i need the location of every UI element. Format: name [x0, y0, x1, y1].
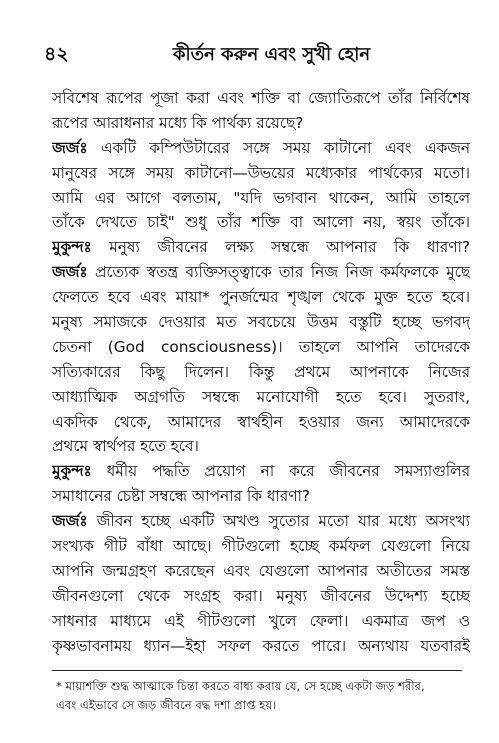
text-line: [52, 634, 470, 659]
line-text: একদিক থেকে, আমাদের স্বার্থহীন হওয়ার জন্য আমাদেরকে: [52, 412, 470, 431]
text-line: [52, 161, 470, 186]
text-line: [52, 260, 470, 285]
speaker-label: মুকুন্দঃ: [52, 238, 92, 257]
line-text: ধর্মীয় পদ্ধতি প্রয়োগ না করে জীবনের সমস্যাগুলির: [91, 462, 470, 481]
footnote-divider: [52, 670, 462, 671]
text-line: [52, 310, 470, 335]
text-line: [52, 509, 470, 534]
text-line: [52, 111, 470, 136]
text-line: [52, 235, 470, 260]
line-text: আমি এর আগে বলতাম, "যদি ভগবান থাকেন, আমি তাহলে: [52, 188, 470, 207]
text-line: [52, 136, 470, 161]
line-text: প্রত্যেক স্বতন্ত্র ব্যক্তিসত্ত্বাকে তার নিজ নিজ কর্মফলকে মুছে: [87, 263, 470, 282]
line-text: জীবন হচ্ছে একটি অখণ্ড সুতোর মতো যার মধ্যে অসংখ্য: [87, 512, 470, 531]
speaker-label: জর্জঃ: [52, 512, 88, 531]
page-header: [44, 38, 469, 72]
line-text: মনুষ্য জীবনের লক্ষ্য সম্বন্ধে আপনার কি ধারণা?: [91, 238, 470, 257]
text-line: [52, 335, 470, 360]
text-line: [52, 484, 470, 509]
line-text: সমাধানের চেষ্টা সম্বন্ধে আপনার কি ধারণা?: [52, 487, 311, 506]
text-line: [52, 385, 470, 410]
text-line: [52, 434, 470, 459]
line-text: সাধনার মাধ্যমে এই গীটগুলো খুলে ফেলা। একমাত্র জপ ও: [52, 611, 470, 630]
line-text: জীবনগুলো থেকে সংগ্রহ করা। মনুষ্য জীবনের উদ্দেশ্য হচ্ছে: [52, 586, 470, 605]
line-text: কৃষ্ণভাবনাময় ধ্যান—ইহা সফল করতে পারে। অন্যথায় যতবারই: [52, 636, 470, 655]
line-text: মানুষের সঙ্গে সময় কাটানো—উভয়ের মধ্যেকার পার্থক্যের মতো।: [52, 163, 470, 182]
text-line: [52, 459, 470, 484]
text-line: [52, 584, 470, 609]
text-line: [52, 285, 470, 310]
text-line: [52, 86, 470, 111]
line-text: চেতনা (God consciousness)। তাহলে আপনি তাদেরকে: [52, 337, 470, 356]
text-line: [52, 186, 470, 211]
line-text: প্রথমে স্বার্থপর হতে হবে।: [52, 437, 199, 456]
body-text: [52, 86, 470, 658]
line-text: ফেলতে হবে এবং মায়া* পুনর্জন্মের শৃঙ্খল থেকে মুক্ত হতে হবে।: [52, 288, 470, 307]
line-text: মনুষ্য সমাজকে দেওয়ার মত সবচেয়ে উত্তম বস্তুটি হচ্ছে ভগবদ্: [52, 313, 470, 332]
line-text: সংখ্যক গীট বাঁধা আছে। গীটগুলো হচ্ছে কর্মফল যেগুলো নিয়ে: [52, 537, 470, 556]
text-line: [52, 609, 470, 634]
line-text: সত্যিকারের কিছু দিলেন। কিন্তু প্রথমে আপনাকে নিজের: [52, 362, 470, 381]
footnote: [56, 677, 466, 715]
speaker-label: জর্জঃ: [52, 138, 88, 157]
line-text: আধ্যাত্মিক অগ্রগতি সম্বন্ধে মনোযোগী হতে হবে। সুতরাং,: [52, 387, 470, 406]
speaker-label: জর্জঃ: [52, 263, 88, 282]
text-line: [52, 410, 470, 435]
text-line: [52, 534, 470, 559]
footnote-line-2: এবং এইভাবে সে জড় জীবনে বদ্ধ দশা প্রাপ্ত হয়।: [56, 698, 277, 712]
running-title: কীর্তন করুন এবং সুখী হোন: [172, 44, 371, 65]
line-text: তাঁকে দেখতে চাই" শুধু তাঁর শক্তি বা আলো নয়, স্বয়ং তাঁকে।: [52, 213, 470, 232]
line-text: সবিশেষ রূপের পূজা করা এবং শক্তি বা জ্যোতিরূপে তাঁর নির্বিশেষ: [52, 89, 470, 107]
text-line: [52, 559, 470, 584]
text-line: [52, 360, 470, 385]
text-line: [52, 210, 470, 235]
footnote-line-1: * মায়াশক্তি শুদ্ধ আত্মাকে চিন্তা করতে বাধ্য করায় যে, সে হচ্ছে একটা জড় শরীর,: [56, 679, 425, 693]
line-text: রূপের আরাধনার মধ্যে কি পার্থক্য রয়েছে?: [52, 113, 304, 132]
line-text: একটি কম্পিউটারের সঙ্গে সময় কাটানো এবং একজন: [87, 138, 470, 157]
page-number: ৪২: [44, 43, 69, 65]
speaker-label: মুকুন্দঃ: [52, 462, 92, 481]
line-text: আপনি জন্মগ্রহণ করেছেন এবং যেগুলো আপনার অতীতের সমস্ত: [52, 561, 470, 580]
